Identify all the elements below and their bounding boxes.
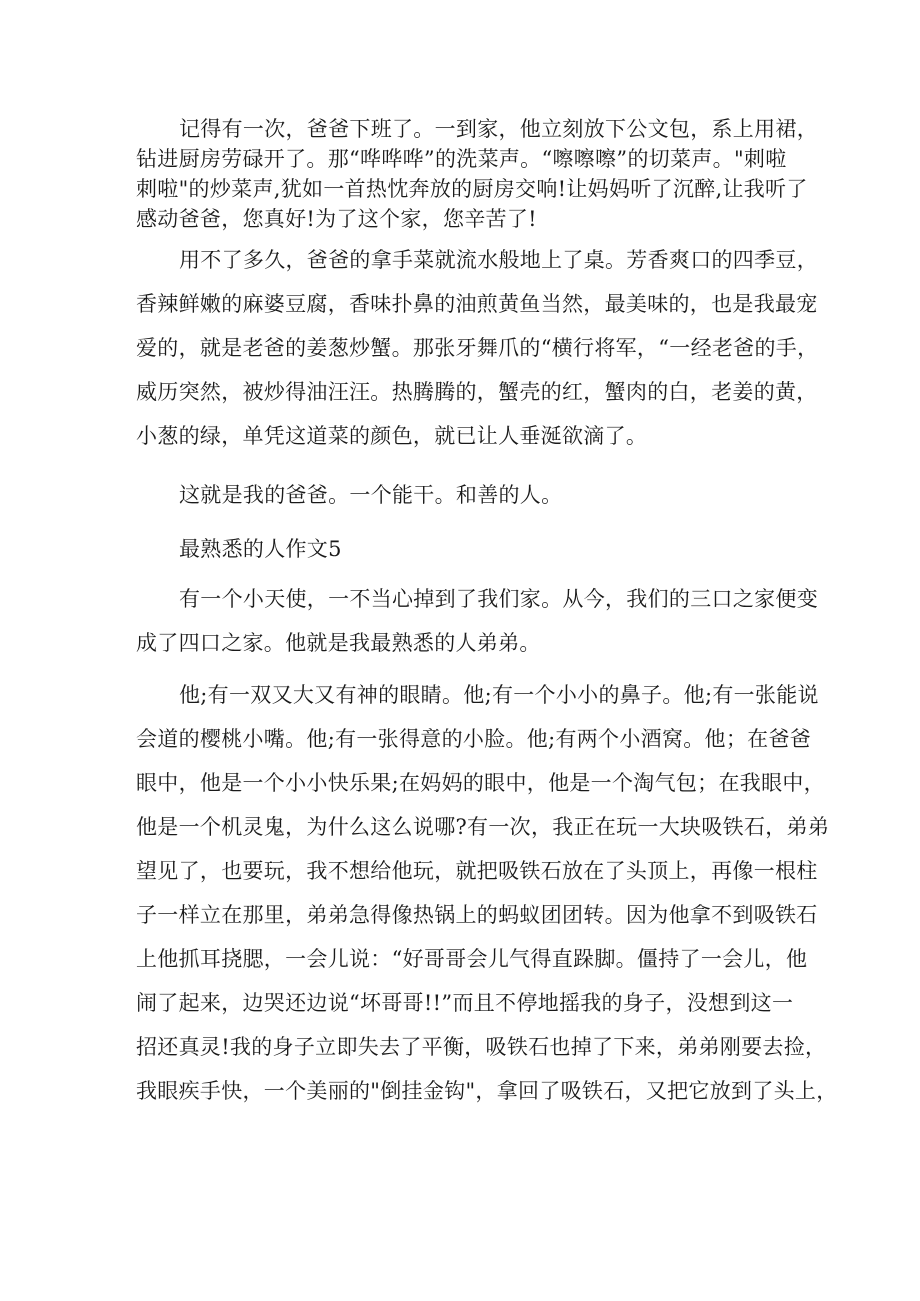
- text-line: 成了四口之家。他就是我最熟悉的人弟弟。: [136, 631, 541, 655]
- text-line: 小葱的绿，单凭这道菜的颜色，就已让人垂涎欲滴了。: [136, 424, 648, 448]
- text-line: 他是一个机灵鬼，为什么这么说哪?有一次，我正在玩一大块吸铁石，弟弟: [136, 815, 830, 839]
- text-line: 望见了，也要玩，我不想给他玩，就把吸铁石放在了头顶上，再像一根柱: [136, 859, 818, 883]
- paragraph-4: [136, 577, 818, 665]
- text-line: 用不了多久，爸爸的拿手菜就流水般地上了桌。芳香爽口的四季豆，: [179, 248, 818, 272]
- text-line: 感动爸爸，您真好!为了这个家，您辛苦了!: [136, 207, 537, 231]
- text-line: 会道的樱桃小嘴。他;有一张得意的小脸。他;有两个小酒窝。他；在爸爸: [136, 727, 812, 751]
- text-line: 闹了起来，边哭还边说“坏哥哥!!”而且不停地摇我的身子，没想到这一: [136, 991, 794, 1015]
- paragraph-5: [136, 673, 838, 1113]
- paragraph-2: [136, 238, 819, 458]
- text-line: 记得有一次，爸爸下班了。一到家，他立刻放下公文包，系上用裙，: [179, 117, 818, 141]
- text-line: 我眼疾手快，一个美丽的"倒挂金钩"，拿回了吸铁石，又把它放到了头上，: [136, 1079, 838, 1103]
- text-line: 香辣鲜嫩的麻婆豆腐，香味扑鼻的油煎黄鱼当然，最美味的，也是我最宠: [136, 292, 818, 316]
- text-line: 这就是我的爸爸。一个能干。和善的人。: [179, 483, 563, 507]
- text-line: 爱的，就是老爸的姜葱炒蟹。那张牙舞爪的“横行将军，“一经老爸的手，: [136, 336, 819, 360]
- paragraph-1: [136, 114, 818, 234]
- text-line: 威历突然，被炒得油汪汪。热腾腾的，蟹壳的红，蟹肉的白，老姜的黄，: [136, 380, 818, 404]
- section-heading: [136, 527, 796, 571]
- text-line: 上他抓耳挠腮，一会儿说：“好哥哥会儿气得直跺脚。僵持了一会儿，他: [136, 947, 808, 971]
- text-line: 眼中，他是一个小小快乐果;在妈妈的眼中，他是一个淘气包；在我眼中，: [136, 771, 825, 795]
- text-line: 子一样立在那里，弟弟急得像热锅上的蚂蚁团团转。因为他拿不到吸铁石: [136, 903, 818, 927]
- text-line: 他;有一双又大又有神的眼睛。他;有一个小小的鼻子。他;有一张能说: [179, 683, 819, 707]
- heading-text: 最熟悉的人作文5: [179, 537, 342, 561]
- paragraph-3: [136, 473, 796, 517]
- text-line: 刺啦"的炒菜声,犹如一首热忱奔放的厨房交响!让妈妈听了沉醉,让我听了: [136, 177, 808, 201]
- text-line: 钻进厨房劳碌开了。那“哗哗哗”的洗菜声。“嚓嚓嚓”的切菜声。"刺啦: [136, 147, 787, 171]
- text-line: 招还真灵!我的身子立即失去了平衡，吸铁石也掉了下来，弟弟刚要去捡，: [136, 1035, 827, 1059]
- text-line: 有一个小天使，一不当心掉到了我们家。从今，我们的三口之家便变: [179, 587, 818, 611]
